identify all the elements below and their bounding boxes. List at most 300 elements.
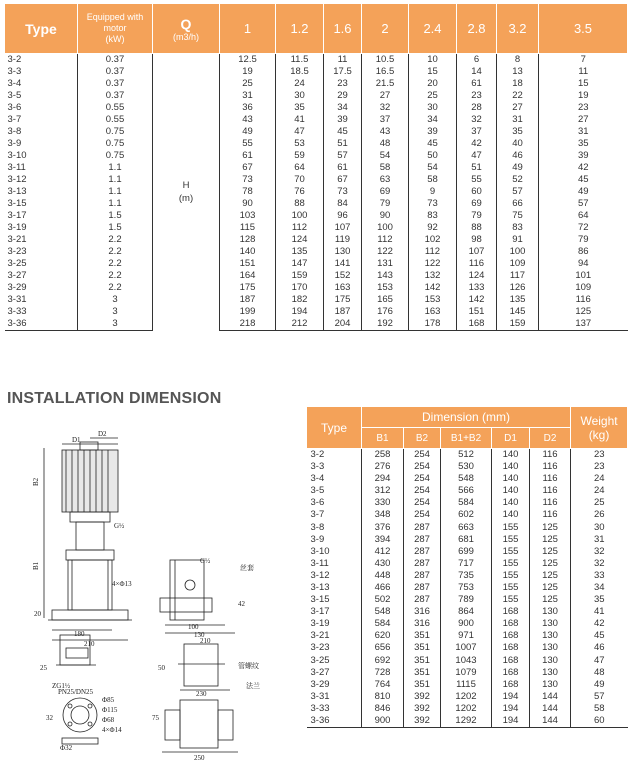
head-value-cell: 34: [409, 114, 457, 126]
flow-header: 2.4: [409, 4, 457, 54]
head-value-cell: 176: [362, 306, 409, 318]
head-value-cell: 61: [220, 150, 276, 162]
q-header-unit: (m3/h): [172, 31, 199, 42]
pump-type-cell: 3-6: [5, 102, 78, 114]
dimension-value-cell: 168: [492, 642, 530, 654]
head-value-cell: 20: [409, 78, 457, 90]
dimension-value-cell: 287: [404, 582, 441, 594]
performance-row: [5, 150, 628, 162]
motor-power-cell: 3: [78, 294, 153, 306]
dimension-value-cell: 1007: [441, 642, 492, 654]
head-value-cell: 30: [409, 102, 457, 114]
head-value-cell: 15: [409, 66, 457, 78]
dimension-value-cell: 254: [404, 497, 441, 509]
dimension-value-cell: 548: [362, 606, 404, 618]
svg-text:Φ115: Φ115: [102, 706, 118, 714]
dimension-value-cell: 430: [362, 558, 404, 570]
motor-power-cell: 1.1: [78, 198, 153, 210]
dimension-value-cell: 194: [492, 691, 530, 703]
head-value-cell: 142: [457, 294, 497, 306]
performance-row: [5, 294, 628, 306]
head-value-cell: 152: [324, 270, 362, 282]
head-value-cell: 126: [497, 282, 539, 294]
motor-power-cell: 0.75: [78, 150, 153, 162]
head-value-cell: 50: [409, 150, 457, 162]
head-value-cell: 54: [409, 162, 457, 174]
weight-cell: 57: [593, 690, 605, 702]
head-value-cell: 70: [276, 174, 324, 186]
dimension-value-cell: 140: [492, 497, 530, 509]
dimension-value-cell: 130: [530, 606, 571, 618]
dim-type-cell: 3-23: [307, 642, 362, 654]
head-value-cell: 55: [457, 174, 497, 186]
dimension-value-cell: 144: [530, 703, 571, 715]
pipe-thread-view: [178, 644, 230, 690]
head-value-cell: 107: [324, 222, 362, 234]
head-value-cell: 133: [457, 282, 497, 294]
motor-power-cell: 1.5: [78, 210, 153, 222]
head-value-cell: 21.5: [362, 78, 409, 90]
head-value-cell: 31: [220, 90, 276, 102]
q-header: [153, 4, 220, 54]
dim-type-cell: 3-33: [307, 703, 362, 715]
dimension-value-cell: 130: [530, 642, 571, 654]
head-value-cell: 159: [276, 270, 324, 282]
dimension-value-cell: 394: [362, 534, 404, 546]
dimension-value-cell: 254: [404, 509, 441, 521]
head-value-cell: 11.5: [276, 54, 324, 67]
motor-header-label: Equipped with motor: [86, 12, 144, 33]
head-value-cell: 79: [577, 234, 589, 245]
head-value-cell: 151: [457, 306, 497, 318]
head-value-cell: 143: [362, 270, 409, 282]
svg-text:G½: G½: [200, 557, 211, 565]
head-value-cell: 132: [409, 270, 457, 282]
motor-power-cell: 0.55: [78, 102, 153, 114]
weight-header-label: Weight: [580, 413, 618, 428]
svg-text:42: 42: [238, 600, 245, 608]
pump-type-cell: 3-11: [5, 162, 78, 174]
head-value-cell: 29: [324, 90, 362, 102]
head-value-cell: 23: [324, 78, 362, 90]
head-value-cell: 40: [497, 138, 539, 150]
head-value-cell: 141: [324, 258, 362, 270]
installation-dimension-title: INSTALLATION DIMENSION: [7, 390, 222, 407]
svg-text:Φ68: Φ68: [102, 716, 115, 724]
head-value-cell: 79: [362, 198, 409, 210]
dimension-value-cell: 168: [492, 630, 530, 642]
head-value-cell: 83: [497, 222, 539, 234]
head-value-cell: 19: [220, 66, 276, 78]
performance-row: [5, 210, 628, 222]
performance-row: [5, 258, 628, 270]
pump-front-view: [44, 438, 132, 640]
head-value-cell: 145: [497, 306, 539, 318]
head-value-cell: 30: [276, 90, 324, 102]
dimension-row: [307, 461, 628, 473]
head-value-cell: 69: [362, 186, 409, 198]
dimension-value-cell: 735: [441, 570, 492, 582]
motor-power-cell: 1.1: [78, 186, 153, 198]
head-value-cell: 25: [409, 90, 457, 102]
dimension-value-cell: 287: [404, 546, 441, 558]
head-value-cell: 73: [324, 186, 362, 198]
head-value-cell: 109: [575, 282, 592, 293]
dimension-value-cell: 1292: [441, 715, 492, 728]
dim-type-cell: 3-27: [307, 667, 362, 679]
weight-cell: 46: [593, 642, 605, 654]
dimension-row: [307, 473, 628, 485]
dimension-value-cell: 140: [492, 461, 530, 473]
dimension-row: [307, 655, 628, 667]
svg-text:丝套: 丝套: [240, 564, 254, 572]
dim-type-cell: 3-4: [307, 473, 362, 485]
dimension-value-cell: 900: [362, 715, 404, 728]
head-value-cell: 27: [577, 114, 589, 125]
dimension-value-cell: 194: [492, 715, 530, 728]
dim-type-cell: 3-36: [307, 715, 362, 728]
weight-cell: 24: [593, 473, 605, 485]
head-value-cell: 78: [220, 186, 276, 198]
pump-type-cell: 3-19: [5, 222, 78, 234]
weight-header: [571, 407, 628, 449]
dimension-value-cell: 130: [530, 630, 571, 642]
dimension-value-cell: 144: [530, 715, 571, 728]
head-value-cell: 130: [324, 246, 362, 258]
head-value-cell: 90: [220, 198, 276, 210]
head-value-cell: 12.5: [220, 54, 276, 67]
dimension-value-cell: 448: [362, 570, 404, 582]
weight-cell: 25: [593, 497, 605, 509]
svg-text:25: 25: [40, 664, 47, 672]
dimension-value-cell: 287: [404, 521, 441, 533]
dimension-value-cell: 287: [404, 534, 441, 546]
svg-text:Φ32: Φ32: [60, 744, 73, 752]
head-value-cell: 147: [276, 258, 324, 270]
dimension-value-cell: 753: [441, 582, 492, 594]
motor-power-cell: 3: [78, 318, 153, 331]
performance-row: [5, 54, 628, 67]
pump-type-cell: 3-21: [5, 234, 78, 246]
head-value-cell: 69: [457, 198, 497, 210]
motor-power-cell: 0.75: [78, 138, 153, 150]
pump-type-cell: 3-2: [5, 54, 78, 67]
head-value-cell: 187: [220, 294, 276, 306]
weight-cell: 33: [593, 569, 605, 581]
head-value-cell: 25: [220, 78, 276, 90]
svg-text:D2: D2: [98, 430, 107, 438]
dimension-body: [307, 449, 628, 728]
performance-body: [5, 54, 628, 331]
dimension-value-cell: 566: [441, 485, 492, 497]
pump-type-cell: 3-33: [5, 306, 78, 318]
head-value-cell: 119: [324, 234, 362, 246]
head-value-cell: 14: [457, 66, 497, 78]
head-value-cell: 58: [362, 162, 409, 174]
weight-cell: 47: [593, 654, 605, 666]
dimension-value-cell: 717: [441, 558, 492, 570]
head-value-cell: 39: [577, 150, 589, 161]
svg-text:50: 50: [158, 664, 165, 672]
head-value-cell: 46: [497, 150, 539, 162]
weight-cell: 32: [593, 557, 605, 569]
dimension-value-cell: 1115: [441, 679, 492, 691]
head-value-cell: 13: [497, 66, 539, 78]
dimension-value-cell: 699: [441, 546, 492, 558]
dim-type-cell: 3-29: [307, 679, 362, 691]
dimension-value-cell: 846: [362, 703, 404, 715]
weight-cell: 45: [593, 630, 605, 642]
head-value-cell: 63: [362, 174, 409, 186]
weight-cell: 35: [593, 594, 605, 606]
performance-row: [5, 270, 628, 282]
svg-text:250: 250: [194, 754, 205, 762]
performance-row: [5, 126, 628, 138]
dimension-value-cell: 663: [441, 521, 492, 533]
head-value-cell: 57: [577, 198, 589, 209]
head-value-cell: 18.5: [276, 66, 324, 78]
head-value-cell: 112: [409, 246, 457, 258]
dimension-row: [307, 594, 628, 606]
dimension-value-cell: 656: [362, 642, 404, 654]
head-value-cell: 31: [577, 126, 589, 137]
dimension-value-cell: 144: [530, 691, 571, 703]
head-value-cell: 16.5: [362, 66, 409, 78]
head-value-cell: 122: [362, 246, 409, 258]
dimension-value-cell: 125: [530, 534, 571, 546]
dimension-value-cell: 254: [404, 449, 441, 462]
head-value-cell: 52: [497, 174, 539, 186]
dimension-value-cell: 512: [441, 449, 492, 462]
head-value-cell: 103: [220, 210, 276, 222]
motor-power-cell: 1.1: [78, 174, 153, 186]
head-value-cell: 31: [497, 114, 539, 126]
svg-text:Φ85: Φ85: [102, 696, 115, 704]
svg-text:130: 130: [194, 631, 205, 639]
head-value-cell: 151: [220, 258, 276, 270]
svg-text:D1: D1: [72, 436, 81, 444]
head-value-cell: 170: [276, 282, 324, 294]
svg-text:4×Φ14: 4×Φ14: [102, 726, 122, 734]
dimension-row: [307, 570, 628, 582]
dim-type-cell: 3-9: [307, 534, 362, 546]
head-value-cell: 60: [457, 186, 497, 198]
flow-header: 1.2: [276, 4, 324, 54]
dimension-value-cell: 530: [441, 461, 492, 473]
motor-power-cell: 2.2: [78, 234, 153, 246]
head-value-cell: 124: [457, 270, 497, 282]
dimension-value-cell: 168: [492, 667, 530, 679]
dim-col-header: B2: [404, 428, 441, 449]
head-value-cell: 43: [220, 114, 276, 126]
svg-text:210: 210: [84, 640, 95, 648]
head-value-cell: 107: [457, 246, 497, 258]
svg-text:210: 210: [200, 637, 211, 645]
head-value-cell: 47: [457, 150, 497, 162]
head-value-cell: 194: [276, 306, 324, 318]
head-value-cell: 42: [457, 138, 497, 150]
motor-power-cell: 0.37: [78, 90, 153, 102]
dimension-value-cell: 294: [362, 473, 404, 485]
dimension-row: [307, 534, 628, 546]
weight-header-unit: (kg): [588, 427, 610, 442]
dimension-value-cell: 602: [441, 509, 492, 521]
svg-text:管螺纹: 管螺纹: [238, 662, 259, 670]
q-header-label: Q: [180, 15, 192, 32]
head-value-cell: 53: [276, 138, 324, 150]
motor-header: [78, 4, 153, 54]
head-value-cell: 90: [362, 210, 409, 222]
dimension-value-cell: 155: [492, 546, 530, 558]
head-value-cell: 24: [276, 78, 324, 90]
head-value-cell: 11: [324, 54, 362, 67]
head-value-cell: 64: [276, 162, 324, 174]
head-label-cell: [153, 54, 220, 331]
dimension-value-cell: 258: [362, 449, 404, 462]
flow-header: 1: [220, 4, 276, 54]
dimension-table: [306, 406, 628, 728]
head-value-cell: 94: [577, 258, 589, 269]
motor-power-cell: 1.5: [78, 222, 153, 234]
svg-text:180: 180: [74, 630, 85, 638]
head-value-cell: 45: [324, 126, 362, 138]
head-value-cell: 54: [362, 150, 409, 162]
dimension-row: [307, 606, 628, 618]
dimension-value-cell: 728: [362, 667, 404, 679]
weight-cell: 30: [593, 521, 605, 533]
dimension-row: [307, 509, 628, 521]
head-value-cell: 42: [577, 162, 589, 173]
weight-cell: 41: [593, 606, 605, 618]
dim-col-header: D2: [530, 428, 571, 449]
flow-header: 2.8: [457, 4, 497, 54]
head-value-cell: 212: [276, 318, 324, 331]
svg-text:B1: B1: [32, 561, 40, 570]
dimension-value-cell: 116: [530, 497, 571, 509]
head-value-cell: 163: [409, 306, 457, 318]
head-value-cell: 142: [409, 282, 457, 294]
svg-text:G½: G½: [114, 522, 125, 530]
dim-type-cell: 3-8: [307, 521, 362, 533]
dimension-value-cell: 681: [441, 534, 492, 546]
head-value-cell: 117: [497, 270, 539, 282]
head-value-cell: 15: [577, 78, 589, 89]
type-header: Type: [5, 4, 78, 54]
head-value-cell: 135: [276, 246, 324, 258]
head-value-cell: 175: [220, 282, 276, 294]
flow-header: 3.2: [497, 4, 539, 54]
pump-type-cell: 3-10: [5, 150, 78, 162]
dimension-row: [307, 667, 628, 679]
dimension-value-cell: 155: [492, 594, 530, 606]
head-value-cell: 18: [497, 78, 539, 90]
dimension-value-cell: 971: [441, 630, 492, 642]
pump-type-cell: 3-7: [5, 114, 78, 126]
head-value-cell: 61: [324, 162, 362, 174]
weight-cell: 34: [593, 581, 605, 593]
head-value-cell: 192: [362, 318, 409, 331]
weight-cell: 23: [593, 461, 605, 473]
head-value-cell: 49: [497, 162, 539, 174]
dimension-value-cell: 155: [492, 582, 530, 594]
dimension-value-cell: 351: [404, 679, 441, 691]
dimension-value-cell: 155: [492, 521, 530, 533]
dimension-value-cell: 351: [404, 642, 441, 654]
dimension-group-header: Dimension (mm): [362, 407, 571, 428]
dimension-value-cell: 140: [492, 509, 530, 521]
dimension-value-cell: 140: [492, 473, 530, 485]
head-value-cell: 86: [577, 246, 589, 257]
head-value-cell: 22: [497, 90, 539, 102]
dimension-value-cell: 692: [362, 655, 404, 667]
head-value-cell: 41: [276, 114, 324, 126]
dimension-value-cell: 312: [362, 485, 404, 497]
head-value-cell: 57: [497, 186, 539, 198]
performance-row: [5, 78, 628, 90]
motor-power-cell: 2.2: [78, 270, 153, 282]
dimension-value-cell: 864: [441, 606, 492, 618]
motor-header-unit: (kW): [105, 34, 125, 44]
dimension-value-cell: 351: [404, 667, 441, 679]
dimension-value-cell: 125: [530, 582, 571, 594]
head-value-cell: 199: [220, 306, 276, 318]
weight-cell: 48: [593, 666, 605, 678]
svg-text:PN25/DN25: PN25/DN25: [58, 688, 94, 696]
dimension-value-cell: 140: [492, 485, 530, 497]
motor-power-cell: 0.55: [78, 114, 153, 126]
motor-power-cell: 2.2: [78, 246, 153, 258]
dimension-value-cell: 125: [530, 546, 571, 558]
dimension-value-cell: 351: [404, 655, 441, 667]
dimension-value-cell: 116: [530, 449, 571, 462]
dimension-value-cell: 1202: [441, 691, 492, 703]
head-value-cell: 7: [539, 54, 628, 67]
dim-col-header: B1: [362, 428, 404, 449]
head-value-cell: 66: [497, 198, 539, 210]
head-value-cell: 100: [497, 246, 539, 258]
dimension-value-cell: 287: [404, 594, 441, 606]
dimension-value-cell: 548: [441, 473, 492, 485]
performance-row: [5, 222, 628, 234]
dimension-value-cell: 168: [492, 606, 530, 618]
motor-power-cell: 0.37: [78, 54, 153, 67]
dim-col-header: D1: [492, 428, 530, 449]
dimension-value-cell: 168: [492, 679, 530, 691]
performance-row: [5, 186, 628, 198]
dimension-value-cell: 140: [492, 449, 530, 462]
dimension-header-row: [307, 407, 628, 428]
head-value-cell: 116: [457, 258, 497, 270]
svg-text:B2: B2: [32, 477, 40, 486]
flow-header: 2: [362, 4, 409, 54]
dimension-value-cell: 620: [362, 630, 404, 642]
head-value-cell: 45: [577, 174, 589, 185]
head-value-cell: 88: [276, 198, 324, 210]
head-value-cell: 168: [457, 318, 497, 331]
head-value-cell: 55: [220, 138, 276, 150]
dim-col-header: B1+B2: [441, 428, 492, 449]
head-value-cell: 35: [497, 126, 539, 138]
dimension-value-cell: 502: [362, 594, 404, 606]
dimension-value-cell: 276: [362, 461, 404, 473]
svg-text:20: 20: [34, 610, 41, 618]
motor-power-cell: 3: [78, 306, 153, 318]
flange-side-view: [162, 700, 238, 752]
dim-type-cell: 3-15: [307, 594, 362, 606]
performance-row: [5, 174, 628, 186]
performance-row: [5, 138, 628, 150]
head-value-cell: 187: [324, 306, 362, 318]
